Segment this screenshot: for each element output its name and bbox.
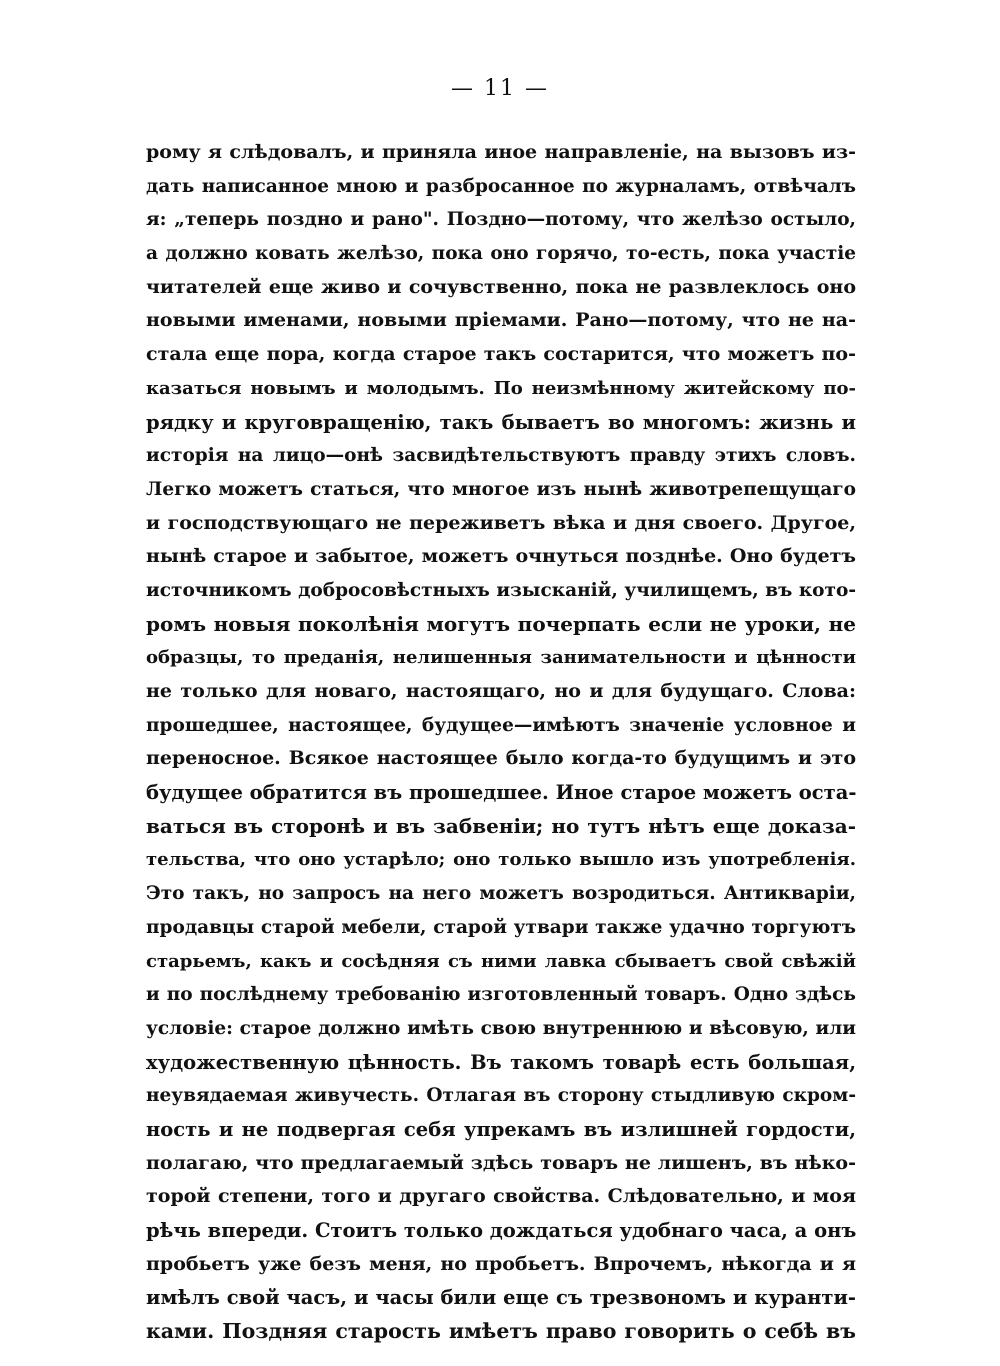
text-line: Легко можетъ статься, что многое изъ нынѣ животрепещущаго xyxy=(146,478,856,500)
text-line: рому я слѣдовалъ, и приняла иное направленіе, на вызовъ из- xyxy=(146,141,856,163)
page-number: — 11 — xyxy=(451,76,549,101)
text-line: имѣлъ свой часъ, и часы били еще съ трезвономъ и куранти- xyxy=(146,1286,856,1310)
text-line: дать написанное мною и разбросанное по журналамъ, отвѣчалъ xyxy=(146,175,856,197)
text-line: а должно ковать желѣзо, пока оно горячо, то-есть, пока участіе xyxy=(146,243,856,265)
text-line: продавцы старой мебели, старой утвари также удачно торгуютъ xyxy=(146,916,856,938)
text-line: казаться новымъ и молодымъ. По неизмѣнному житейскому по- xyxy=(146,377,856,399)
body-text xyxy=(146,136,856,1349)
text-line: рѣчь впереди. Стоитъ только дождаться удобнаго часа, а онъ xyxy=(146,1219,856,1242)
text-line: переносное. Всякое настоящее было когда-то будущимъ и это xyxy=(146,747,856,770)
text-line: нынѣ старое и забытое, можетъ очнуться позднѣе. Оно будетъ xyxy=(146,545,856,568)
text-line: новыми именами, новыми пріемами. Рано—потому, что не на- xyxy=(146,309,856,332)
text-line: ваться въ сторонѣ и въ забвеніи; но тутъ нѣтъ еще доказа- xyxy=(146,813,856,838)
text-line: стала еще пора, когда старое такъ состарится, что можетъ по- xyxy=(146,343,856,366)
text-line: ромъ новыя поколѣнія могутъ почерпать если не уроки, не xyxy=(146,611,856,636)
text-line: полагаю, что предлагаемый здѣсь товаръ не лишенъ, въ нѣко- xyxy=(146,1151,856,1174)
text-line: неувядаемая живучесть. Отлагая въ сторону стыдливую скром- xyxy=(146,1085,856,1107)
text-line: исторія на лицо—онѣ засвидѣтельствуютъ правду этихъ словъ. xyxy=(146,445,856,467)
text-line: я: „теперь поздно и рано". Поздно—потому, что желѣзо остыло, xyxy=(146,209,856,231)
text-line: прошедшее, настоящее, будущее—имѣютъ значеніе условное и xyxy=(146,714,856,736)
text-line: образцы, то преданія, нелишенныя занимательности и цѣнности xyxy=(146,647,856,669)
text-line: рядку и круговращенію, такъ бываетъ во многомъ: жизнь и xyxy=(146,410,856,434)
text-line: источникомъ добросовѣстныхъ изысканій, училищемъ, въ кото- xyxy=(146,579,856,601)
text-line: торой степени, того и другаго свойства. Слѣдовательно, и моя xyxy=(146,1185,856,1208)
text-line: не только для новаго, настоящаго, но и для будущаго. Слова: xyxy=(146,680,856,702)
text-line: Это такъ, но запросъ на него можетъ возродиться. Антикваріи, xyxy=(146,883,856,905)
text-line: старьемъ, какъ и сосѣдняя съ ними лавка сбываетъ свой свѣжій xyxy=(146,950,856,972)
text-line: ками. Поздняя старость имѣетъ право говорить о себѣ въ xyxy=(146,1319,856,1344)
text-line: художественную цѣнность. Въ такомъ товарѣ есть большая, xyxy=(146,1050,856,1074)
text-line: тельства, что оно устарѣло; оно только вышло изъ употребленія. xyxy=(146,849,856,871)
text-line: читателей еще живо и сочувственно, пока не развлеклось оно xyxy=(146,275,856,298)
text-line: и господствующаго не переживетъ вѣка и дня своего. Другое, xyxy=(146,511,856,534)
text-line: ность и не подвергая себя упрекамъ въ излишней гордости, xyxy=(146,1117,856,1141)
text-line: будущее обратится въ прошедшее. Иное старое можетъ оста- xyxy=(146,781,856,805)
text-line: пробьетъ уже безъ меня, но пробьетъ. Впрочемъ, нѣкогда и я xyxy=(146,1252,856,1275)
text-line: и по послѣднему требованію изготовленный товаръ. Одно здѣсь xyxy=(146,984,856,1006)
text-line: условіе: старое должно имѣть свою внутреннюю и вѣсовую, или xyxy=(146,1017,856,1039)
